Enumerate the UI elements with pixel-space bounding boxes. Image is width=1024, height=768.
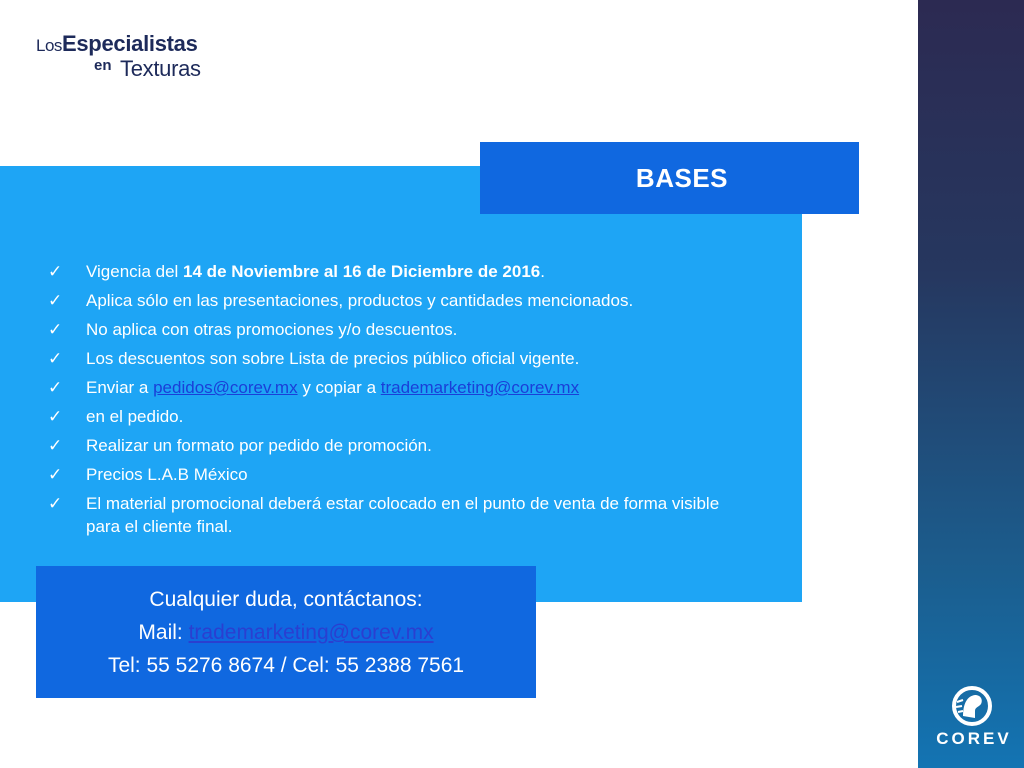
check-icon: ✓ (48, 291, 63, 310)
list-item-text: Los descuentos son sobre Lista de precios público oficial vigente. (86, 349, 580, 368)
list-item (48, 373, 818, 402)
check-icon: ✓ (48, 407, 63, 426)
list-item (48, 315, 818, 344)
list-item (48, 460, 818, 489)
logo-los: Los (36, 36, 62, 55)
check-icon: ✓ (48, 465, 63, 484)
list-item (48, 257, 818, 286)
check-icon: ✓ (48, 349, 63, 368)
bases-header-box (480, 142, 859, 214)
list-item (48, 344, 818, 373)
check-icon: ✓ (48, 378, 63, 397)
check-icon: ✓ (48, 494, 63, 513)
corev-lion-icon (945, 686, 999, 730)
contact-mail (36, 621, 536, 645)
check-icon: ✓ (48, 436, 63, 455)
logo-en: en (94, 57, 112, 74)
logo (36, 30, 226, 82)
check-icon: ✓ (48, 262, 63, 281)
list-item-text: El material promocional deberá estar colocado en el punto de venta de forma visible (86, 494, 720, 513)
list-item-date: 14 de Noviembre al 16 de Diciembre de 2016 (183, 262, 541, 281)
contact-heading: Cualquier duda, contáctanos: (149, 588, 423, 611)
contact-mail-link[interactable]: trademarketing@corev.mx (188, 621, 434, 644)
logo-especialistas: Especialistas (62, 31, 198, 56)
side-gradient-bar (918, 0, 1024, 768)
list-item-text: Enviar a (86, 378, 154, 397)
bases-title: BASES (635, 162, 728, 193)
contact-phones: Tel: 55 5276 8674 / Cel: 55 2388 7561 (107, 654, 465, 677)
pedidos-email-link[interactable]: pedidos@corev.mx (153, 378, 298, 397)
list-item-text: Realizar un formato por pedido de promoción. (86, 436, 432, 455)
list-item-text: . (540, 262, 545, 281)
bases-list (48, 257, 818, 538)
list-item-text: y copiar a (297, 378, 381, 397)
check-icon: ✓ (48, 320, 63, 339)
trademarketing-email-link[interactable]: trademarketing@corev.mx (380, 378, 580, 397)
list-item (48, 286, 818, 315)
contact-mail-label: Mail: (138, 621, 189, 644)
list-item-text: Aplica sólo en las presentaciones, productos y cantidades mencionados. (86, 291, 634, 310)
logo-texturas: Texturas (120, 56, 201, 81)
list-item-text: Vigencia del (86, 262, 184, 281)
list-item-text: Precios L.A.B México (86, 465, 248, 484)
list-item (48, 402, 818, 431)
contact-box (36, 566, 536, 698)
list-item (48, 489, 818, 538)
list-item-text: para el cliente final. (86, 517, 233, 536)
list-item-text: en el pedido. (86, 407, 184, 426)
corev-brand-name: COREV (936, 729, 1012, 748)
list-item-text: No aplica con otras promociones y/o descuentos. (86, 320, 458, 339)
list-item (48, 431, 818, 460)
